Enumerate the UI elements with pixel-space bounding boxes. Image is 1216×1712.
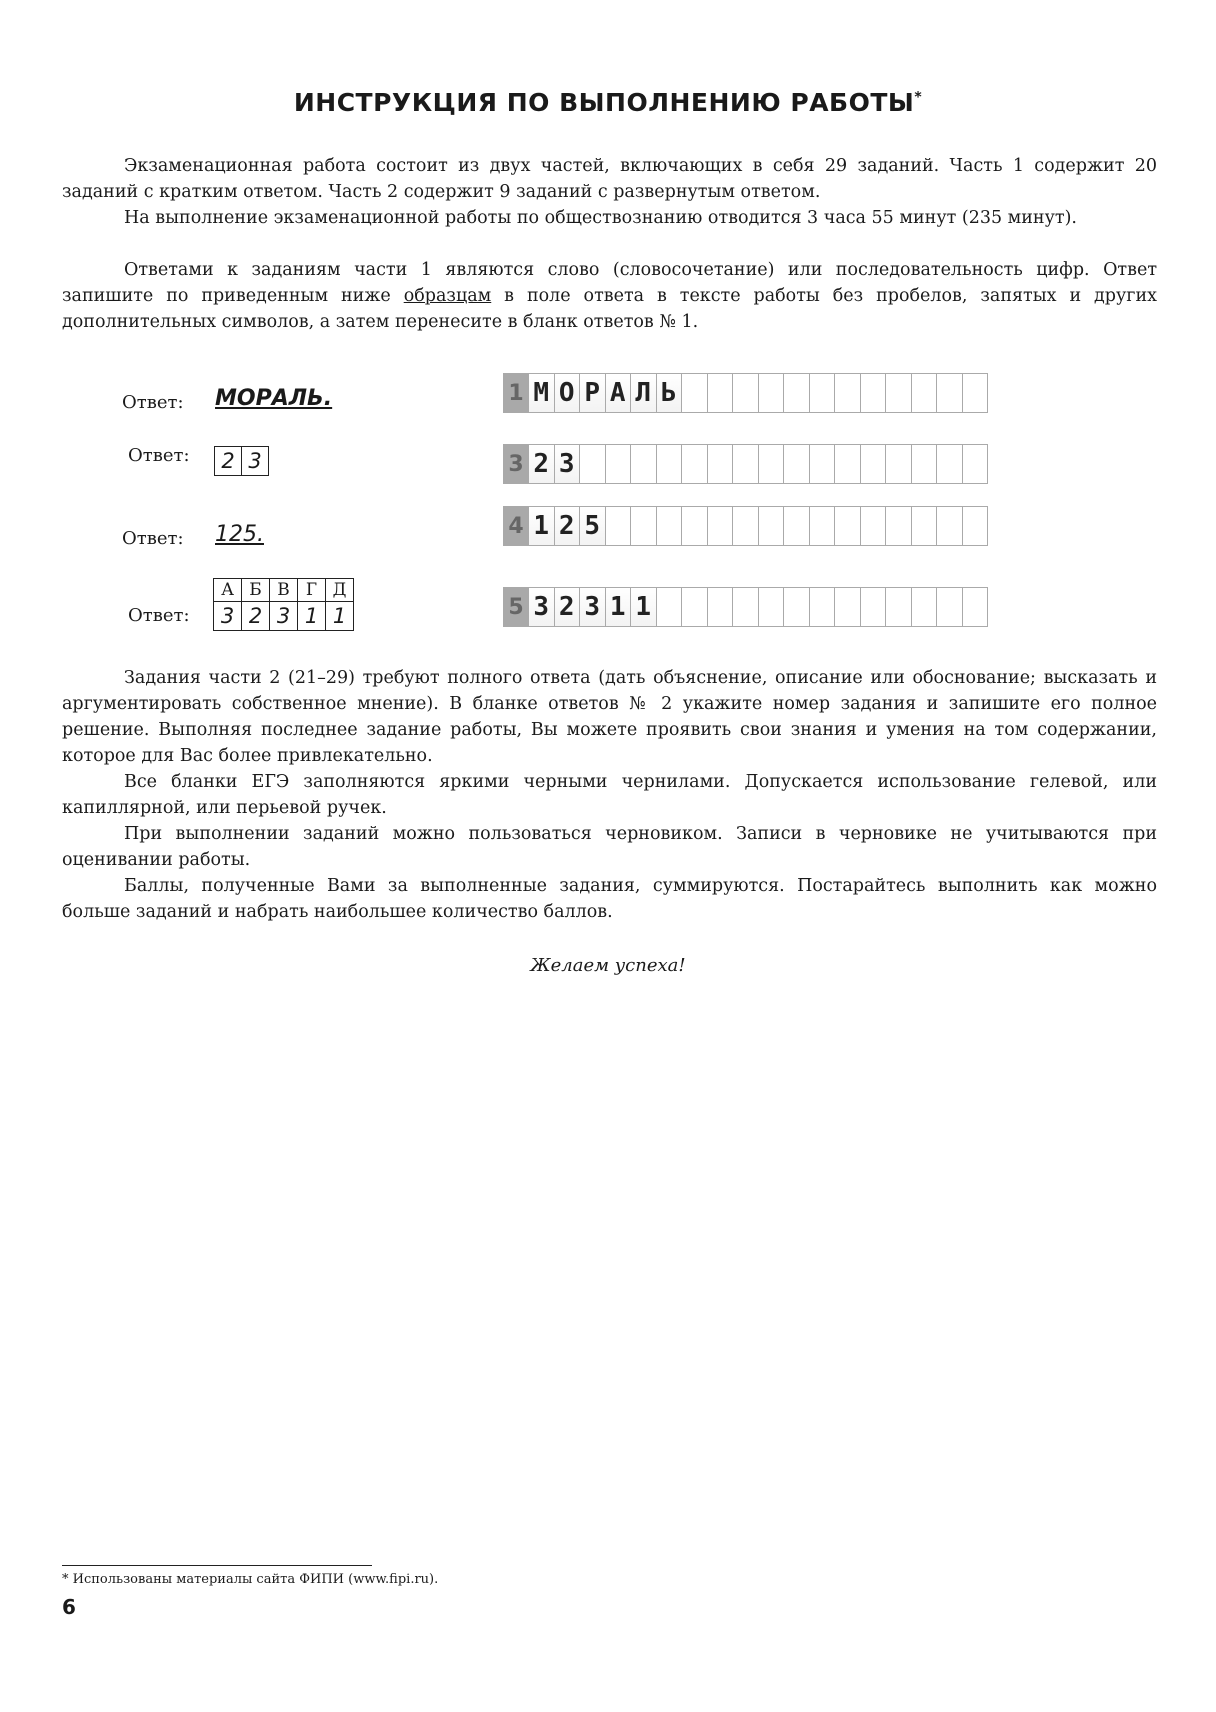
strip-cell: [861, 587, 887, 627]
strip-cell: [580, 444, 606, 484]
strip-cell: 1: [529, 506, 555, 546]
table-header: А: [214, 579, 242, 602]
strip-cell: [937, 373, 963, 413]
answer-strip: [503, 373, 988, 413]
strip-cell: [963, 587, 989, 627]
table-header: В: [270, 579, 298, 602]
footnote-mark: *: [914, 89, 923, 106]
part2-paragraph-2: Все бланки ЕГЭ заполняются яркими черными чернилами. Допускается использование гелевой, или капиллярной, или перьевой ручек.: [62, 772, 1157, 818]
strip-task-number: 4: [503, 506, 529, 546]
closing-wish: Желаем успеха!: [530, 955, 686, 976]
samples-link: образцам: [403, 286, 492, 306]
strip-cell: [861, 506, 887, 546]
answer-label-2: Ответ:: [128, 445, 190, 466]
strip-cell: [657, 587, 683, 627]
strip-cell: [733, 506, 759, 546]
example-answer-table: [213, 578, 354, 631]
strip-cell: [708, 444, 734, 484]
answer-label-1: Ответ:: [122, 392, 184, 413]
strip-task-number: 3: [503, 444, 529, 484]
answer-strip: [503, 444, 988, 484]
intro-paragraph-2: На выполнение экзаменационной работы по обществознанию отводится 3 часа 55 минут (235 минут).: [124, 208, 1077, 228]
strip-cell: [912, 506, 938, 546]
strip-cell: [631, 506, 657, 546]
answer-label-4: Ответ:: [128, 605, 190, 626]
answer-label-3: Ответ:: [122, 528, 184, 549]
strip-cell: [759, 444, 785, 484]
strip-cell: [835, 444, 861, 484]
part2-paragraph-1: Задания части 2 (21–29) требуют полного ответа (дать объяснение, описание или обоснование; высказать и аргументировать собственное мнение). В бланке ответов № 2 укажите номер задания и запишите его полное решение. Выполняя последнее задание работы, Вы можете проявить свои знания и умения на том содержании, которое для Вас более привлекательно.: [62, 668, 1157, 766]
strip-task-number: 5: [503, 587, 529, 627]
strip-cell: Ь: [657, 373, 683, 413]
strip-cell: [810, 587, 836, 627]
strip-cell: [912, 587, 938, 627]
strip-cell: [657, 506, 683, 546]
table-header: Д: [326, 579, 354, 602]
table-header: Б: [242, 579, 270, 602]
strip-cell: [886, 373, 912, 413]
strip-cell: [937, 444, 963, 484]
part2-paragraph-3: При выполнении заданий можно пользоваться черновиком. Записи в черновике не учитываются при оценивании работы.: [62, 824, 1157, 870]
example-answer-number: 125.: [215, 522, 264, 547]
strip-cell: [937, 587, 963, 627]
strip-cell: [886, 587, 912, 627]
strip-cell: [912, 444, 938, 484]
strip-cell: [810, 373, 836, 413]
page-number: 6: [62, 1595, 76, 1619]
strip-cell: [708, 587, 734, 627]
answer-cell: 2: [221, 449, 235, 473]
strip-cell: [657, 444, 683, 484]
intro-paragraph-3: Ответами к заданиям части 1 являются слово (словосочетание) или последовательность цифр. Ответ запишите по приведенным ниже образцам в поле ответа в тексте работы без пробелов, запятых и других дополнительных символов, а затем перенесите в бланк ответов № 1.: [62, 260, 1158, 332]
strip-cell: [835, 373, 861, 413]
answer-strip: [503, 506, 988, 546]
strip-cell: [733, 373, 759, 413]
strip-cell: 1: [631, 587, 657, 627]
strip-cell: [835, 506, 861, 546]
strip-cell: [708, 506, 734, 546]
strip-cell: [912, 373, 938, 413]
strip-cell: [810, 506, 836, 546]
strip-cell: А: [606, 373, 632, 413]
strip-cell: [708, 373, 734, 413]
part2-paragraph-4: Баллы, полученные Вами за выполненные задания, суммируются. Постарайтесь выполнить как можно больше заданий и набрать наибольшее количество баллов.: [62, 876, 1157, 922]
strip-cell: [682, 587, 708, 627]
strip-cell: [784, 444, 810, 484]
intro-paragraph-1: Экзаменационная работа состоит из двух частей, включающих в себя 29 заданий. Часть 1 содержит 20 заданий с кратким ответом. Часть 2 содержит 9 заданий с развернутым ответом.: [62, 156, 1157, 202]
table-cell: 3: [270, 602, 298, 631]
strip-cell: [784, 373, 810, 413]
strip-cell: [733, 587, 759, 627]
strip-cell: [963, 506, 989, 546]
footnote-divider: [62, 1565, 372, 1566]
footnote: * Использованы материалы сайта ФИПИ (www.fipi.ru).: [62, 1572, 439, 1587]
strip-cell: [784, 506, 810, 546]
strip-cell: [861, 444, 887, 484]
strip-cell: [759, 506, 785, 546]
strip-task-number: 1: [503, 373, 529, 413]
strip-cell: Р: [580, 373, 606, 413]
example-answer-word: МОРАЛЬ.: [215, 386, 333, 411]
strip-cell: [886, 506, 912, 546]
strip-cell: [835, 587, 861, 627]
answer-strip: [503, 587, 988, 627]
strip-cell: [784, 587, 810, 627]
strip-cell: [682, 506, 708, 546]
strip-cell: 2: [529, 444, 555, 484]
strip-cell: 3: [529, 587, 555, 627]
table-cell: 1: [298, 602, 326, 631]
table-cell: 3: [214, 602, 242, 631]
strip-cell: [759, 373, 785, 413]
page-title: ИНСТРУКЦИЯ ПО ВЫПОЛНЕНИЮ РАБОТЫ*: [293, 88, 923, 117]
table-header: Г: [298, 579, 326, 602]
strip-cell: М: [529, 373, 555, 413]
strip-cell: [682, 444, 708, 484]
strip-cell: О: [555, 373, 581, 413]
strip-cell: [886, 444, 912, 484]
strip-cell: 1: [606, 587, 632, 627]
strip-cell: 3: [580, 587, 606, 627]
answer-cell: 3: [241, 447, 268, 475]
strip-cell: [937, 506, 963, 546]
table-cell: 1: [326, 602, 354, 631]
strip-cell: 5: [580, 506, 606, 546]
strip-cell: [606, 444, 632, 484]
strip-cell: [861, 373, 887, 413]
strip-cell: [810, 444, 836, 484]
example-answer-cells: [214, 446, 269, 476]
strip-cell: [682, 373, 708, 413]
strip-cell: 2: [555, 506, 581, 546]
strip-cell: [631, 444, 657, 484]
table-cell: 2: [242, 602, 270, 631]
strip-cell: [759, 587, 785, 627]
strip-cell: [963, 373, 989, 413]
strip-cell: Л: [631, 373, 657, 413]
strip-cell: 2: [555, 587, 581, 627]
strip-cell: 3: [555, 444, 581, 484]
strip-cell: [733, 444, 759, 484]
strip-cell: [606, 506, 632, 546]
strip-cell: [963, 444, 989, 484]
